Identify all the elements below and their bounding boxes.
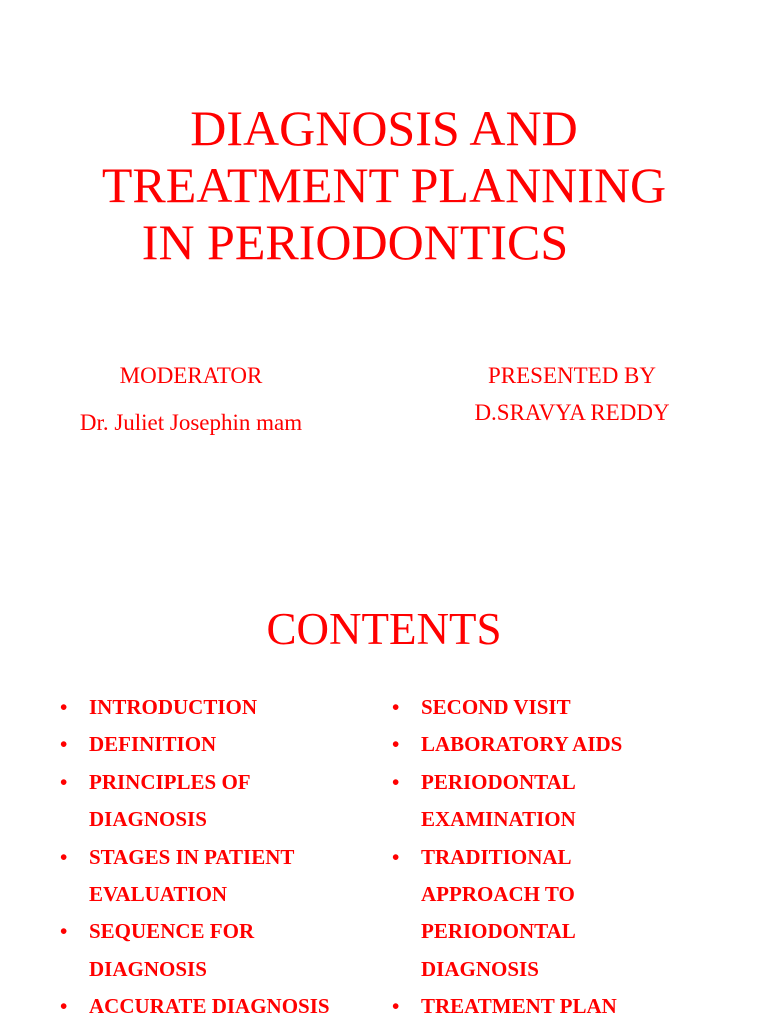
contents-item bbox=[60, 726, 380, 763]
contents-item-text: INTRODUCTION bbox=[89, 695, 258, 719]
presenter-block bbox=[430, 362, 714, 427]
contents-item bbox=[392, 839, 712, 989]
contents-item-text: SEQUENCE FOR bbox=[89, 919, 255, 944]
contents-title: CONTENTS bbox=[266, 604, 502, 654]
presenter-label: PRESENTED BY bbox=[487, 363, 657, 388]
contents-item-text: LABORATORY AIDS bbox=[421, 732, 623, 757]
title-line: IN PERIODONTICS bbox=[141, 214, 569, 270]
title-line: TREATMENT PLANNING bbox=[101, 157, 667, 213]
contents-item bbox=[392, 689, 712, 726]
contents-item bbox=[392, 988, 712, 1025]
contents-item-text: STAGES IN PATIENT bbox=[89, 844, 295, 869]
contents-item-text: APPROACH TO bbox=[421, 882, 575, 907]
contents-item-text: TREATMENT PLAN bbox=[421, 994, 617, 1019]
bullet-icon: • bbox=[60, 994, 68, 1019]
contents-item bbox=[392, 764, 712, 839]
contents-item-text: DEFINITION bbox=[89, 732, 217, 757]
bullet-icon: • bbox=[392, 732, 400, 757]
bullet-icon: • bbox=[392, 695, 400, 719]
contents-item-text: DIAGNOSIS bbox=[89, 956, 207, 981]
contents-item-text: PERIODONTAL bbox=[421, 919, 576, 944]
contents-item-text: SECOND VISIT bbox=[421, 695, 571, 719]
bullet-icon: • bbox=[392, 994, 400, 1019]
contents-item bbox=[60, 913, 380, 988]
contents-item bbox=[60, 689, 380, 726]
contents-item bbox=[60, 988, 380, 1025]
contents-slide bbox=[0, 574, 768, 1024]
bullet-icon: • bbox=[60, 919, 68, 944]
moderator-block bbox=[40, 362, 342, 437]
moderator-name: Dr. Juliet Josephin mam bbox=[79, 410, 303, 435]
contents-item bbox=[392, 726, 712, 763]
bullet-icon: • bbox=[60, 844, 68, 869]
contents-item-text: ACCURATE DIAGNOSIS bbox=[89, 994, 330, 1019]
contents-item bbox=[60, 764, 380, 839]
bullet-icon: • bbox=[60, 732, 68, 757]
contents-item-text: TRADITIONAL bbox=[421, 844, 572, 869]
contents-item-text: PERIODONTAL bbox=[421, 769, 576, 794]
presentation-title bbox=[0, 100, 768, 271]
contents-item-text: DIAGNOSIS bbox=[421, 956, 539, 981]
moderator-label: MODERATOR bbox=[119, 363, 263, 388]
title-line: DIAGNOSIS AND bbox=[190, 100, 578, 156]
bullet-icon: • bbox=[60, 695, 68, 719]
contents-item-text: PRINCIPLES OF bbox=[89, 769, 251, 794]
bullet-icon: • bbox=[392, 844, 400, 869]
contents-list-right bbox=[392, 689, 712, 1026]
bullet-icon: • bbox=[60, 769, 68, 794]
presenter-name: D.SRAVYA REDDY bbox=[474, 400, 670, 425]
contents-list-left bbox=[60, 689, 380, 1026]
contents-item bbox=[60, 839, 380, 914]
contents-item-text: EVALUATION bbox=[89, 882, 228, 907]
bullet-icon: • bbox=[392, 769, 400, 794]
contents-item-text: DIAGNOSIS bbox=[89, 807, 207, 832]
contents-item-text: EXAMINATION bbox=[421, 807, 576, 832]
